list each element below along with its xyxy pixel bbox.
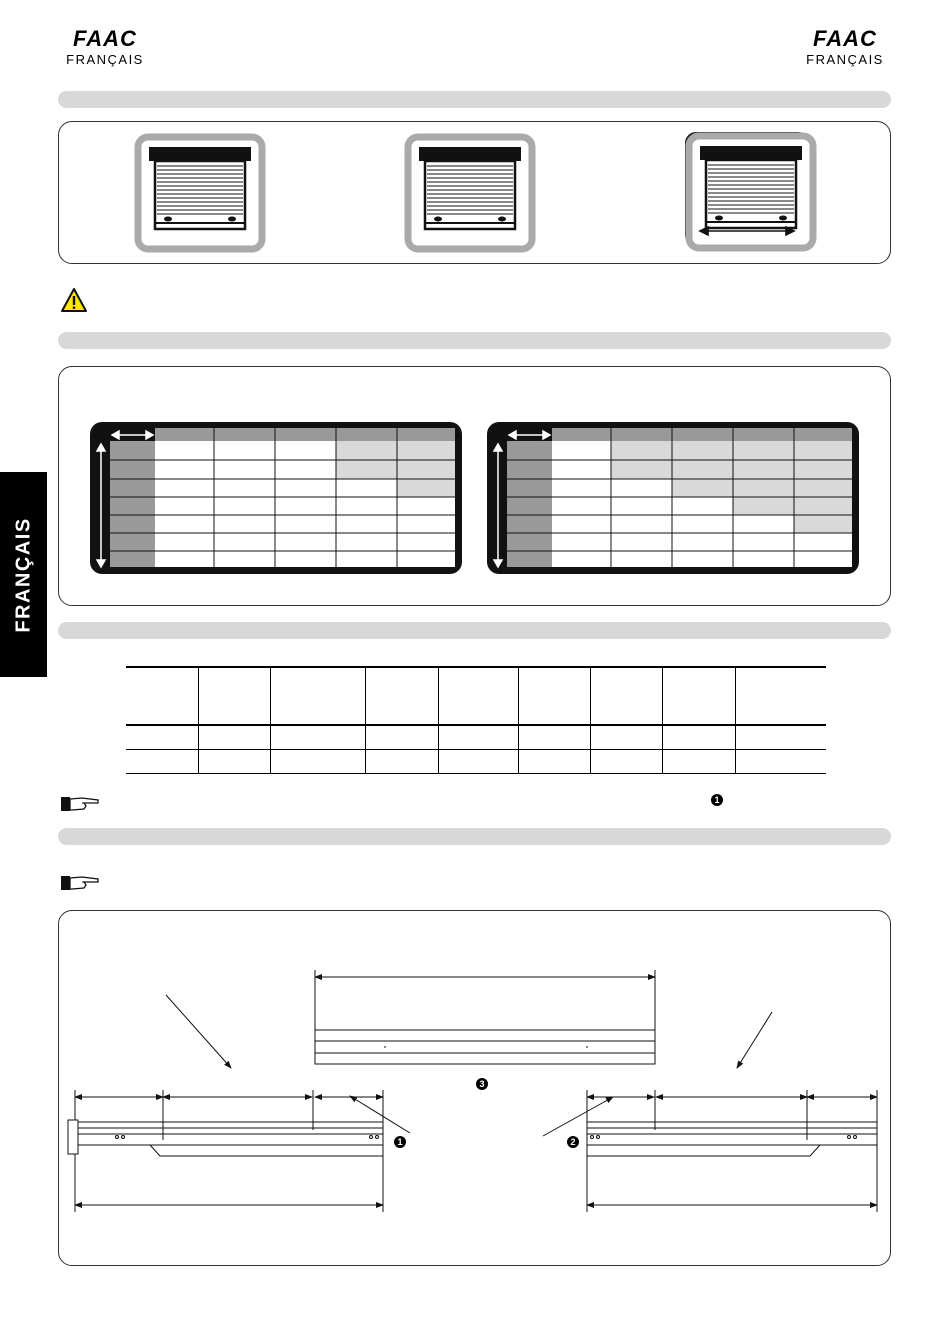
- callout-number: 2: [567, 1136, 579, 1148]
- brand-logo: FAAC: [73, 26, 137, 51]
- callout-number: 3: [476, 1078, 488, 1090]
- brand-logo: FAAC: [813, 26, 877, 51]
- language-label: FRANÇAIS: [66, 52, 144, 67]
- central-profile: [315, 970, 655, 1064]
- callout-number: 1: [394, 1136, 406, 1148]
- side-language-label: FRANÇAIS: [12, 516, 34, 633]
- callout-number: 1: [711, 794, 723, 806]
- language-label: FRANÇAIS: [806, 52, 884, 67]
- right-profile: [587, 1090, 877, 1212]
- left-profile: [68, 1090, 383, 1212]
